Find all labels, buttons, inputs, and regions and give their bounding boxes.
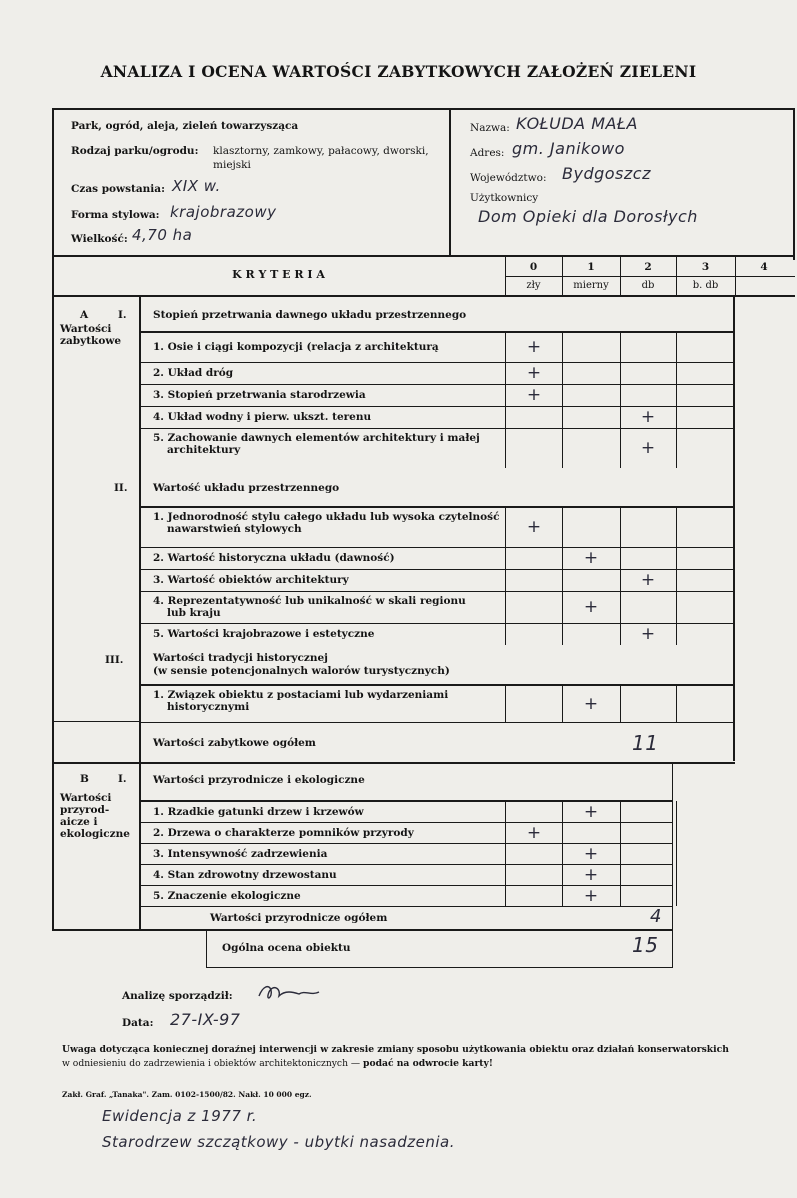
overall-label: Ogólna ocena obiektu — [222, 942, 351, 954]
style-label: Forma stylowa: — [71, 209, 160, 221]
a-cell-line — [562, 685, 563, 722]
a-cell-line — [676, 332, 677, 362]
a-rating-mark: + — [640, 624, 656, 644]
a-row-line — [140, 547, 735, 548]
b-criterion-label: 2. Drzewa o charakterze pomników przyrody — [153, 826, 414, 839]
a-cell-line — [562, 591, 563, 623]
a-cell-line — [676, 685, 677, 722]
a-cell-line — [505, 547, 506, 569]
a-criterion-label-cont: historycznymi — [167, 701, 250, 713]
size-value: 4,70 ha — [132, 226, 193, 244]
b-cell-line — [562, 801, 563, 822]
prepared-label: Analizę sporządził: — [122, 990, 233, 1002]
a-cell-line — [620, 507, 621, 547]
a-criterion-label: 1. Jednorodność stylu całego układu lub wysoka czytelność — [153, 511, 500, 523]
date-label: Data: — [122, 1017, 154, 1029]
b-cell-line — [620, 864, 621, 885]
date-value: 27-IX-97 — [170, 1010, 241, 1029]
a-cell-line — [676, 384, 677, 406]
group-iii-roman: III. — [105, 654, 124, 666]
b-cell-line — [676, 843, 677, 864]
a-cell-line — [620, 428, 621, 468]
b-rating-mark: + — [583, 864, 599, 885]
section-b-name-2: przyrod- — [60, 804, 110, 816]
a-criterion-label: 5. Wartości krajobrazowe i estetyczne — [153, 628, 375, 640]
a-cell-line — [676, 362, 677, 384]
b-cell-line — [676, 864, 677, 885]
a-cell-line — [676, 428, 677, 468]
col-4-num: 4 — [760, 261, 768, 273]
total-a-label: Wartości zabytkowe ogółem — [153, 737, 316, 749]
a-cell-line — [505, 406, 506, 428]
total-b-value: 4 — [650, 906, 662, 927]
a-rating-mark: + — [640, 438, 656, 458]
note-line-2 — [62, 1058, 493, 1069]
a-criterion-label: 5. Zachowanie dawnych elementów architektury i małej — [153, 432, 480, 444]
section-a-letter: A — [80, 309, 89, 321]
b-cell-line — [505, 801, 506, 822]
a-cell-line — [620, 569, 621, 591]
section-a-name: Wartości zabytkowe — [60, 323, 122, 347]
b-cell-line — [562, 864, 563, 885]
voivodeship-label: Województwo: — [470, 172, 547, 184]
a-criterion-label: 3. Wartość obiektów architektury — [153, 574, 349, 586]
group-iii-heading-2: (w sensie potencjonalnych walorów turystycznych) — [153, 665, 450, 677]
a-cell-line — [505, 623, 506, 645]
a-row-line — [140, 685, 735, 686]
overall-bottom-line — [206, 967, 673, 968]
b-cell-line — [505, 885, 506, 906]
group-i-heading: Stopień przetrwania dawnego układu przestrzennego — [153, 309, 467, 321]
b-cell-line — [505, 843, 506, 864]
a-cell-line — [505, 591, 506, 623]
a-cell-line — [676, 623, 677, 645]
a-cell-line — [676, 591, 677, 623]
total-a-top-line — [140, 722, 735, 723]
section-b-roman: I. — [118, 773, 127, 785]
signature — [255, 980, 325, 1006]
a-cell-line — [562, 406, 563, 428]
right-col-line — [733, 296, 735, 761]
total-b-top-line — [140, 906, 673, 907]
created-label: Czas powstania: — [71, 183, 165, 195]
b-criterion-label: 4. Stan zdrowotny drzewostanu — [153, 868, 337, 881]
b-rating-mark: + — [583, 843, 599, 864]
b-rating-mark: + — [583, 801, 599, 822]
frame-left — [52, 108, 54, 931]
b-cell-line — [620, 822, 621, 843]
a-cell-line — [620, 591, 621, 623]
b-rating-mark: + — [526, 822, 542, 843]
group-ii-heading: Wartość układu przestrzennego — [153, 482, 340, 494]
a-rating-mark: + — [583, 548, 599, 568]
a-cell-line — [505, 685, 506, 722]
users-value: Dom Opieki dla Dorosłych — [478, 207, 698, 226]
header-divider — [449, 108, 451, 256]
document-title: ANALIZA I OCENA WARTOŚCI ZABYTKOWYCH ZAŁOŻEŃ ZIELENI — [100, 62, 697, 81]
section-b-letter: B — [80, 773, 89, 785]
b-criterion-label: 1. Rzadkie gatunki drzew i krzewów — [153, 805, 364, 818]
a-cell-line — [562, 384, 563, 406]
a-cell-line — [562, 428, 563, 468]
b-cell-line — [505, 864, 506, 885]
a-cell-line — [562, 507, 563, 547]
a-cell-line — [505, 384, 506, 406]
section-b-bottom-line — [52, 929, 673, 931]
group-b-heading: Wartości przyrodnicze i ekologiczne — [153, 774, 365, 786]
address-label: Adres: — [470, 147, 505, 159]
section-a-end-line — [52, 721, 140, 722]
a-cell-line — [620, 547, 621, 569]
b-cell-line — [676, 822, 677, 843]
kind-options-2: miejski — [213, 159, 251, 171]
a-row-line — [140, 384, 735, 385]
a-rating-mark: + — [526, 363, 542, 383]
b-cell-line — [620, 801, 621, 822]
a-cell-line — [620, 623, 621, 645]
a-rating-mark: + — [583, 693, 599, 714]
a-rating-mark: + — [526, 337, 542, 357]
col-2-word: db — [641, 280, 655, 291]
col-3-word: b. db — [692, 280, 719, 291]
section-b-name-3: aicze i — [60, 816, 98, 828]
a-criterion-label: 4. Układ wodny i pierw. ukszt. terenu — [153, 411, 372, 423]
col-3-num: 3 — [701, 261, 710, 273]
b-cell-line — [562, 843, 563, 864]
left-col-line — [139, 296, 141, 931]
b-right-line — [672, 762, 673, 968]
col-0-word: zły — [526, 280, 541, 291]
kind-label: Rodzaj parku/ogrodu: — [71, 145, 199, 157]
a-rating-mark: + — [526, 385, 542, 405]
a-criterion-label-cont: nawarstwień stylowych — [167, 523, 302, 535]
criteria-header: K R Y T E R I A — [232, 268, 325, 281]
b-rating-mark: + — [583, 885, 599, 906]
b-criterion-label: 5. Znaczenie ekologiczne — [153, 889, 301, 902]
b-cell-line — [676, 885, 677, 906]
a-cell-line — [676, 569, 677, 591]
b-cell-line — [620, 843, 621, 864]
header-bottom — [52, 255, 795, 257]
col-0-num: 0 — [529, 261, 538, 273]
section-a-roman: I. — [118, 309, 127, 321]
a-criterion-label-cont: architektury — [167, 444, 241, 456]
kind-options: klasztorny, zamkowy, pałacowy, dworski, — [213, 145, 429, 157]
overall-left-line — [206, 929, 207, 968]
a-cell-line — [562, 332, 563, 362]
b-criterion-label: 3. Intensywność zadrzewienia — [153, 847, 328, 860]
col-1-num: 1 — [587, 261, 595, 273]
address-value: gm. Janikowo — [512, 139, 625, 158]
a-cell-line — [505, 332, 506, 362]
section-b-name-4: ekologiczne — [60, 828, 130, 840]
a-cell-line — [505, 569, 506, 591]
b-cell-line — [620, 885, 621, 906]
a-cell-line — [620, 406, 621, 428]
total-a-value: 11 — [632, 731, 659, 755]
created-value: XIX w. — [172, 177, 221, 195]
a-cell-line — [562, 362, 563, 384]
name-label: Nazwa: — [470, 122, 510, 134]
frame-top — [52, 108, 795, 110]
a-cell-line — [676, 406, 677, 428]
a-rating-mark: + — [640, 570, 656, 590]
a-cell-line — [620, 384, 621, 406]
b-cell-line — [562, 822, 563, 843]
group-iii-heading-1: Wartości tradycji historycznej — [153, 652, 328, 664]
a-row-line — [140, 332, 735, 333]
printer-info: Zakł. Graf. „Tanaka". Zam. 0102-1500/82. Nakł. 10 000 egz. — [62, 1090, 312, 1099]
a-row-line — [140, 428, 735, 429]
a-cell-line — [676, 507, 677, 547]
note-line-2-start: w odniesieniu do zadrzewienia i obiektów architektonicznych — — [62, 1058, 364, 1069]
style-value: krajobrazowy — [170, 203, 277, 221]
total-b-label: Wartości przyrodnicze ogółem — [210, 912, 388, 924]
a-row-line — [140, 591, 735, 592]
a-cell-line — [620, 685, 621, 722]
a-criterion-label-cont: lub kraju — [167, 607, 221, 619]
a-cell-line — [562, 623, 563, 645]
a-cell-line — [620, 362, 621, 384]
a-criterion-label: 1. Osie i ciągi kompozycji (relacja z architekturą — [153, 341, 439, 353]
a-cell-line — [505, 507, 506, 547]
a-rating-mark: + — [583, 597, 599, 617]
hand-note-1: Ewidencja z 1977 r. — [102, 1107, 258, 1125]
a-cell-line — [562, 569, 563, 591]
note-line-2-end: podać na odwrocie karty! — [363, 1058, 493, 1069]
section-b-name-1: Wartości — [60, 792, 112, 804]
b-cell-line — [562, 885, 563, 906]
b-cell-line — [505, 822, 506, 843]
a-cell-line — [562, 547, 563, 569]
section-b-top-line — [52, 762, 735, 764]
a-cell-line — [505, 428, 506, 468]
a-row-line — [140, 507, 735, 508]
hand-note-2: Starodrzew szczątkowy - ubytki nasadzenia. — [102, 1133, 455, 1151]
overall-value: 15 — [632, 933, 659, 957]
note-line-1: Uwaga dotycząca koniecznej doraźnej interwencji w zakresie zmiany sposobu użytkowania obiektu oraz działań konserwatorskich — [62, 1044, 729, 1055]
name-value: KOŁUDA MAŁA — [516, 114, 638, 133]
voivodeship-value: Bydgoszcz — [562, 164, 651, 183]
a-criterion-label: 2. Układ dróg — [153, 367, 234, 379]
frame-right — [793, 108, 795, 260]
a-rating-mark: + — [640, 407, 656, 427]
group-ii-roman: II. — [114, 482, 128, 494]
users-label: Użytkownicy — [470, 192, 539, 204]
a-cell-line — [620, 332, 621, 362]
park-type-line: Park, ogród, aleja, zieleń towarzysząca — [71, 120, 299, 132]
a-row-line — [140, 362, 735, 363]
a-criterion-label: 4. Reprezentatywność lub unikalność w skali regionu — [153, 595, 466, 607]
a-criterion-label: 1. Związek obiektu z postaciami lub wydarzeniami — [153, 689, 449, 701]
col-1-word: mierny — [573, 280, 609, 291]
a-cell-line — [676, 547, 677, 569]
a-criterion-label: 2. Wartość historyczna układu (dawność) — [153, 552, 395, 564]
col-2-num: 2 — [644, 261, 652, 273]
hdr-bottom-line — [52, 295, 795, 297]
b-row-line — [140, 822, 673, 823]
size-label: Wielkość: — [71, 233, 128, 245]
a-rating-mark: + — [526, 517, 542, 537]
b-cell-line — [676, 801, 677, 822]
hdr-mid-line — [505, 276, 795, 277]
a-criterion-label: 3. Stopień przetrwania starodrzewia — [153, 389, 366, 401]
a-cell-line — [505, 362, 506, 384]
